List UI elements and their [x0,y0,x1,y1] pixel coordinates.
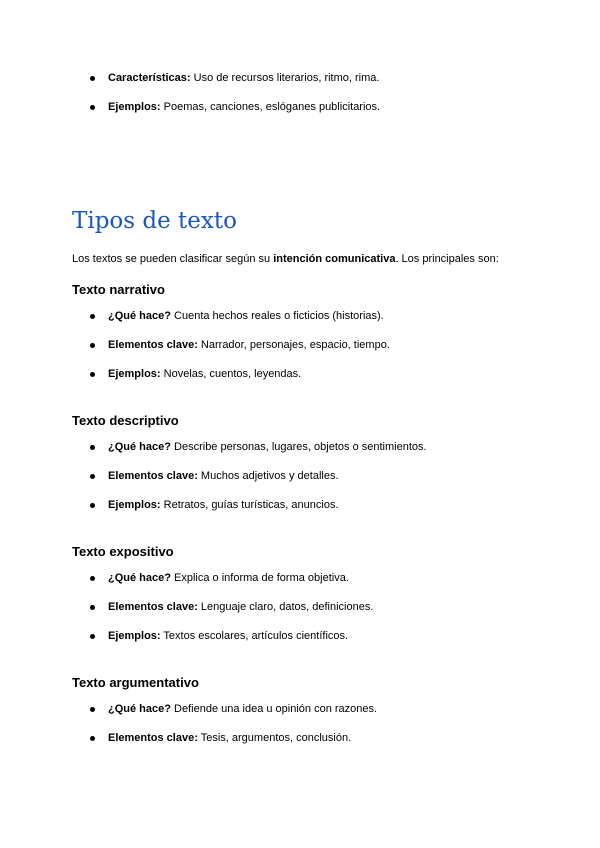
list-item [0,499,600,512]
page-title: Tipos de texto [72,208,237,234]
bullet-icon [90,634,95,639]
section-list [0,703,600,745]
section-argumentativo [0,675,600,761]
list-item [0,339,600,352]
list-item [0,601,600,614]
list-item [0,703,600,716]
section-heading: Texto argumentativo [72,675,199,690]
item-label: Elementos clave: [108,601,198,613]
section-expositivo [0,544,600,659]
bullet-icon [90,576,95,581]
item-label: ¿Qué hace? [108,441,171,453]
list-item [0,470,600,483]
section-narrativo [0,282,600,397]
list-item [0,310,600,323]
section-list [0,441,600,512]
section-heading: Texto expositivo [72,544,174,559]
list-item [0,72,600,85]
bullet-icon [90,707,95,712]
item-text: Narrador, personajes, espacio, tiempo. [197,339,390,351]
item-text: Describe personas, lugares, objetos o sentimientos. [170,441,427,453]
item-label: ¿Qué hace? [108,310,171,322]
item-text: Uso de recursos literarios, ritmo, rima. [190,72,380,84]
item-label: Elementos clave: [108,732,198,744]
bullet-icon [90,474,95,479]
item-label: Elementos clave: [108,339,198,351]
item-text: Explica o informa de forma objetiva. [170,572,349,584]
list-item [0,572,600,585]
bullet-icon [90,314,95,319]
item-label: Características: [108,72,191,84]
bullet-icon [90,372,95,377]
bullet-icon [90,503,95,508]
section-descriptivo [0,413,600,528]
item-text: Textos escolares, artículos científicos. [160,630,349,642]
item-label: Elementos clave: [108,470,198,482]
item-text: Cuenta hechos reales o ficticios (historias). [170,310,384,322]
item-text: Poemas, canciones, eslóganes publicitarios. [160,101,381,113]
item-label: ¿Qué hace? [108,703,171,715]
bullet-icon [90,105,95,110]
list-item [0,368,600,381]
section-list [0,572,600,643]
intro-text: Los textos se pueden clasificar según su [72,253,274,265]
bullet-icon [90,76,95,81]
item-text: Novelas, cuentos, leyendas. [160,368,302,380]
section-heading: Texto descriptivo [72,413,179,428]
list-item [0,732,600,745]
item-text: Lenguaje claro, datos, definiciones. [197,601,374,613]
item-label: Ejemplos: [108,630,161,642]
item-text: Defiende una idea u opinión con razones. [170,703,378,715]
intro-bold: intención comunicativa [273,253,396,265]
list-item [0,101,600,114]
section-heading: Texto narrativo [72,282,165,297]
intro-paragraph [72,253,499,265]
bullet-icon [90,343,95,348]
intro-text-end: . Los principales son: [395,253,499,265]
item-text: Muchos adjetivos y detalles. [197,470,339,482]
item-label: Ejemplos: [108,499,161,511]
item-text: Retratos, guías turísticas, anuncios. [160,499,339,511]
item-text: Tesis, argumentos, conclusión. [197,732,352,744]
bullet-icon [90,736,95,741]
list-item [0,630,600,643]
top-bullet-list [0,72,600,130]
bullet-icon [90,605,95,610]
item-label: Ejemplos: [108,101,161,113]
item-label: Ejemplos: [108,368,161,380]
section-list [0,310,600,381]
list-item [0,441,600,454]
item-label: ¿Qué hace? [108,572,171,584]
bullet-icon [90,445,95,450]
